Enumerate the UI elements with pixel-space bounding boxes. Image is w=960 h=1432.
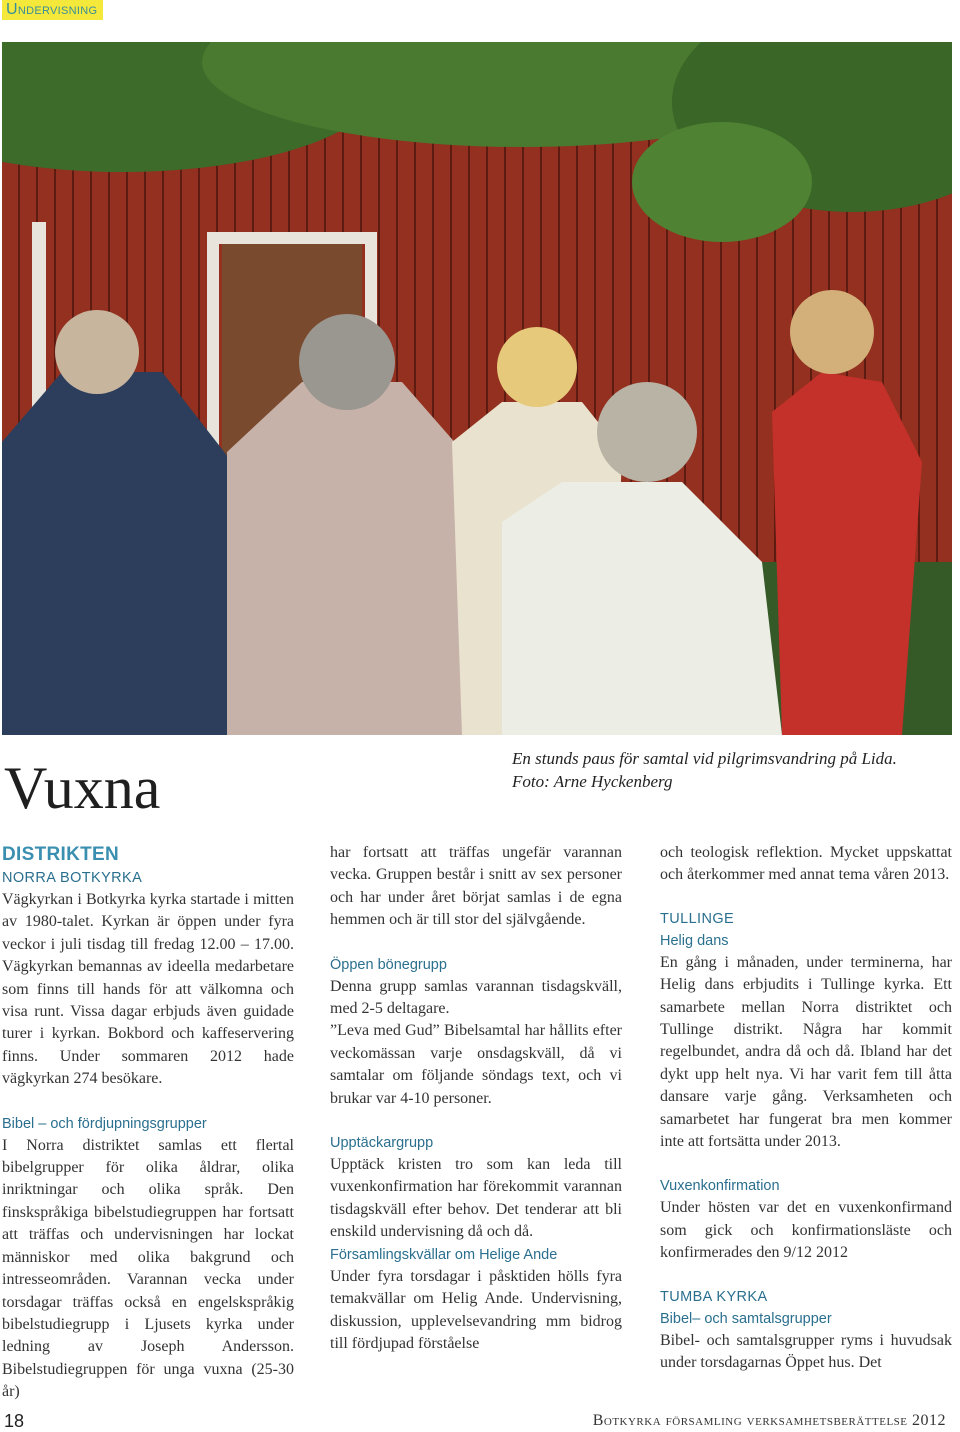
photo-caption [512, 747, 952, 793]
forsamlingskvallar-heading: Församlingskvällar om Helige Ande [330, 1246, 558, 1263]
column-1 [2, 842, 294, 1404]
column-2 [330, 842, 622, 1355]
tumba-kyrka-heading: TUMBA KYRKA [660, 1288, 768, 1305]
photo-illustration [2, 42, 952, 735]
caption-line-2: Foto: Arne Hyckenberg [512, 772, 673, 791]
norra-botkyrka-heading: NORRA BOTKYRKA [2, 870, 143, 886]
vagkyrkan-paragraph: Vägkyrkan i Botkyrka kyrka startade i mitten av 1980-talet. Kyrkan är öppen under fyra veckor i juli tisdag till fredag 12.00 – 17.00. Vägkyrkan bemannas av ideella medarbetare som finns till hands för att välkomna och visa runt. Vissa dagar erbjuds även guidade turer i kyrkan. Bokbord och kaffeservering finns. Under sommaren 2012 hade vägkyrkan 274 besökare. [2, 891, 294, 1088]
column-3 [660, 842, 952, 1375]
vuxenkonfirmation-heading: Vuxenkonfirmation [660, 1178, 780, 1195]
samtalsgrupper-heading: Bibel– och samtalsgrupper [660, 1310, 832, 1327]
district-heading: DISTRIKTEN [2, 844, 119, 865]
upptackargrupp-heading: Upptäckargrupp [330, 1135, 434, 1152]
reflektion-paragraph: och teologisk reflektion. Mycket uppskattat och återkommer med annat tema våren 2013. [660, 844, 952, 884]
bonegrupp-heading: Öppen bönegrupp [330, 956, 447, 973]
caption-line-1: En stunds paus för samtal vid pilgrimsvandring på Lida. [512, 749, 897, 768]
helig-dans-paragraph: En gång i månaden, under terminerna, har Helig dans erbjudits i Tullinge kyrka. Ett samarbete mellan Norra distriktet och Tullinge distrikt. Några har kommit regelbundet, andra då och då. Ibland har det dykt upp helt nya. Vi har varit fem till åtta dansare varje gång. Verksamheten och samarbetet har fungerat bra men kommer inte att fortsätta under 2013. [660, 953, 952, 1151]
page-title: Vuxna [4, 755, 161, 821]
vuxenkonfirmation-paragraph: Under hösten var det en vuxenkonfirmand som gick och konfirmationsläste och konfirmerades den 9/12 2012 [660, 1199, 952, 1262]
page-number: 18 [4, 1411, 25, 1431]
helig-dans-heading: Helig dans [660, 932, 729, 949]
leva-med-gud-paragraph: ”Leva med Gud” Bibelsamtal har hållits efter veckomässan varje onsdagskväll, då vi samtalar om följande söndags text, och vi brukar var 4-10 personer. [330, 1022, 622, 1107]
section-label: Undervisning [2, 0, 103, 20]
bibel-heading: Bibel – och fördjupningsgrupper [2, 1115, 207, 1132]
tullinge-heading: TULLINGE [660, 910, 735, 927]
group-photo [2, 42, 952, 735]
forsamlingskvallar-paragraph: Under fyra torsdagar i påsktiden hölls fyra temakvällar om Helig Ande. Undervisning, diskussion, upplevelsevandring mm bidrog till fördjupad förståelse [330, 1267, 622, 1352]
upptackargrupp-paragraph: Upptäck kristen tro som kan leda till vuxenkonfirmation har förekommit varannan tisdagskväll efter behov. Det tenderar att bli enskild undervisning då och då. [330, 1156, 622, 1241]
samtalsgrupper-paragraph: Bibel- och samtalsgrupper ryms i huvudsak under torsdagarnas Öppet hus. Det [660, 1331, 952, 1372]
unga-vuxna-paragraph: har fortsatt att träffas ungefär varannan vecka. Gruppen består i snitt av sex personer och har under året börjat samlas i de egna hemmen och är till stor del självgående. [330, 844, 622, 929]
bibel-paragraph: I Norra distriktet samlas ett flertal bibelgrupper för olika åldrar, olika inriktningar och olika språk. Den finskspråkiga bibelstudiegruppen har fortsatt att träffas och undervisningen har lockat människor med olika bakgrund och intresseområden. Varannan vecka under torsdagar träffas också en engelskspråkig bibelstudiegrupp i Ljusets kyrka under ledning av Joseph Andersson. Bibelstudiegruppen för unga vuxna (25-30 år) [2, 1136, 294, 1401]
bonegrupp-paragraph: Denna grupp samlas varannan tisdagskväll, med 2-5 deltagare. [330, 977, 622, 1018]
publication-footer: Botkyrka församling verksamhetsberättelse 2012 [592, 1412, 946, 1429]
